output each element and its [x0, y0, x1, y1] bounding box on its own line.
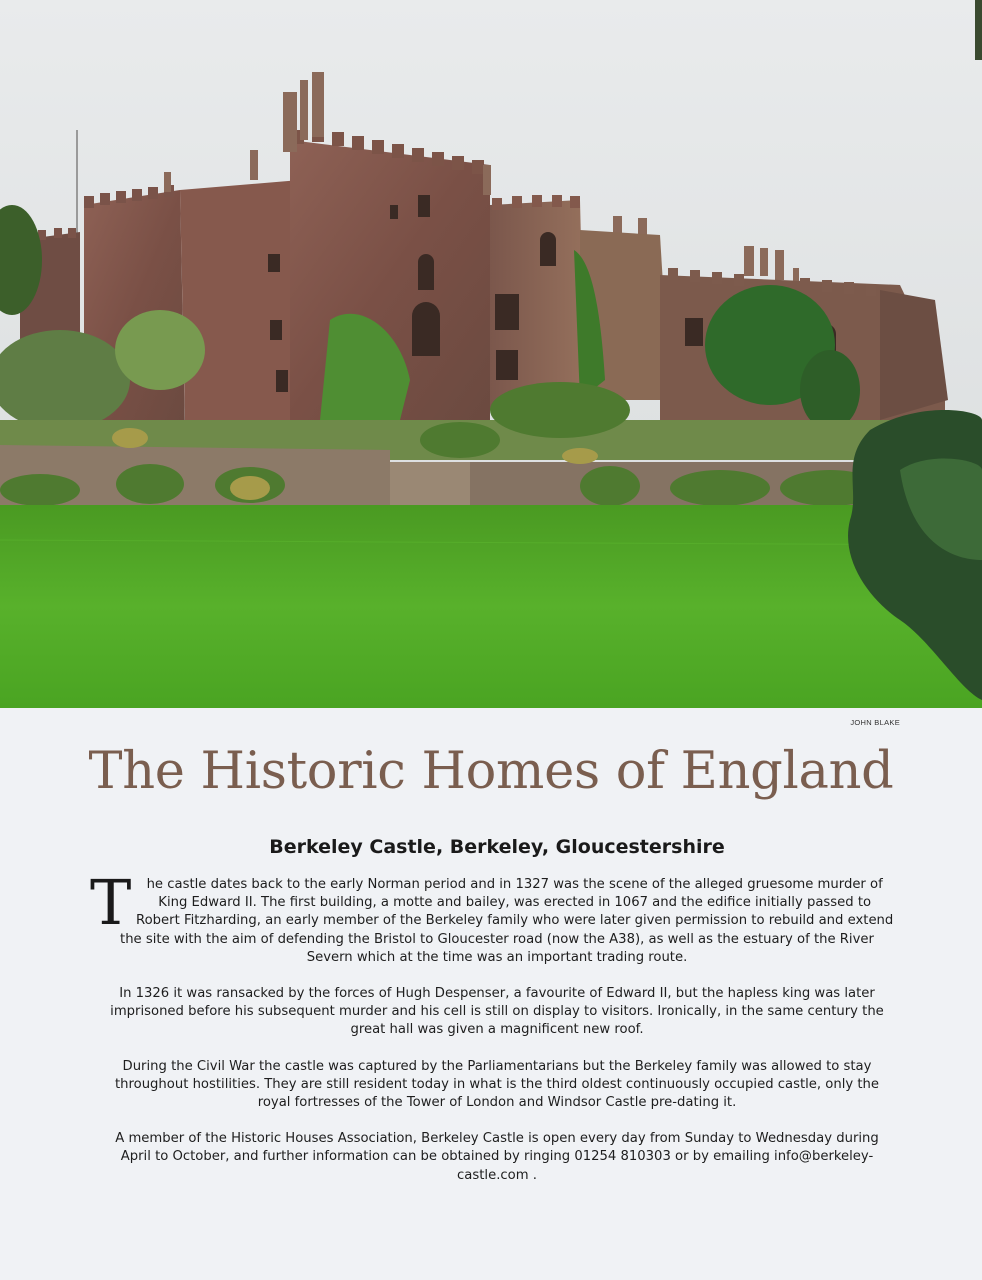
article-subtitle: Berkeley Castle, Berkeley, Gloucestershire: [269, 836, 725, 858]
article-body: [90, 866, 894, 1203]
paragraph-3: During the Civil War the castle was captured by the Parliamentarians but the Berkeley family was allowed to stay throughout hostilities. They are still resident today in what is the third oldest continuously occupied castle, only the royal fortresses of the Tower of London and Windsor Castle pre-dating it.: [114, 1058, 880, 1111]
paragraph-1-text: he castle dates back to the early Norman period and in 1327 was the scene of the alleged gruesome murder of King Edward II. The first building, a motte and bailey, was erected in 1067 and the edifice initially passed to Robert Fitzharding, an early member of the Berkeley family who were later given permission to rebuild and extend the site with the aim of defending the Bristol to Gloucester road (now the A38), as well as the estuary of the River Severn which at the time was an important trading route.: [120, 877, 894, 965]
page-title: The Historic Homes of England: [88, 742, 894, 801]
paragraph-2: In 1326 it was ransacked by the forces of Hugh Despenser, a favourite of Edward II, but the hapless king was later imprisoned before his subsequent murder and his cell is still on display to visitors. Ironically, in the same century the great hall was given a magnificent new roof.: [110, 986, 884, 1038]
photo-credit: JOHN BLAKE: [850, 718, 900, 727]
paragraph-1: [90, 866, 894, 967]
paragraph-4: A member of the Historic Houses Association, Berkeley Castle is open every day from Sunday to Wednesday during April to October, and further information can be obtained by ringing 01254 810303 or by emailing info@berkeley-castle.com .: [115, 1131, 879, 1183]
drop-cap: T: [90, 866, 132, 939]
